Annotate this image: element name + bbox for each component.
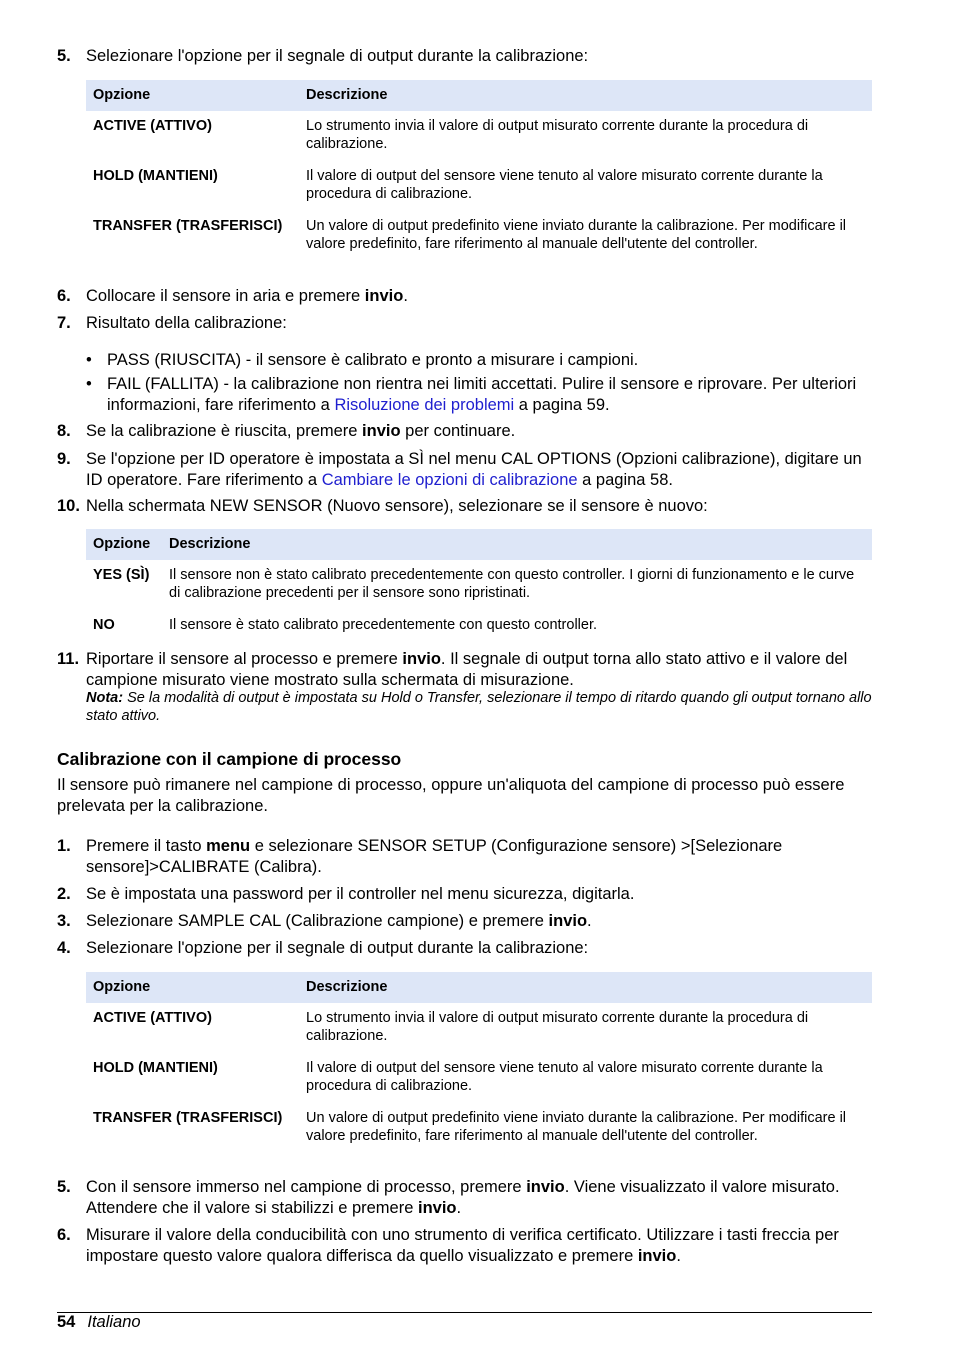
step-number: 8.	[57, 422, 71, 440]
step-number: 6.	[57, 287, 71, 305]
step-10	[57, 496, 872, 517]
text-run: Premere il tasto	[86, 837, 207, 855]
step-b-1	[57, 836, 872, 877]
header-option: Opzione	[86, 972, 299, 1003]
table-row	[86, 1103, 872, 1153]
key-name: invio	[362, 422, 401, 440]
step-text	[86, 1225, 872, 1266]
bullet-dot: •	[86, 351, 92, 369]
option-cell: ACTIVE (ATTIVO)	[93, 1010, 212, 1026]
header-description: Descrizione	[299, 80, 872, 111]
text-run: .	[587, 912, 592, 930]
text-run: Con il sensore immerso nel campione di processo, premere	[86, 1178, 527, 1196]
text-run: Riportare il sensore al processo e premere	[86, 650, 403, 668]
step-text	[86, 911, 872, 932]
bullet-pass	[86, 350, 872, 371]
bullet-dot: •	[86, 375, 92, 393]
note-label: Nota:	[86, 690, 124, 706]
text-run: e selezionare SENSOR SETUP (Configurazione sensore) >[Selezionare sensore]>CALIBRATE (Calibra).	[86, 837, 783, 876]
description-cell: Il sensore non è stato calibrato precedentemente con questo controller. I giorni di funzionamento e le curve di calibrazione precedenti per il sensore sono ripristinati.	[169, 567, 855, 601]
note-text: Se la modalità di output è impostata su Hold o Transfer, selezionare il tempo di ritardo quando gli output tornano allo stato attivo.	[86, 690, 872, 724]
step-text	[86, 449, 872, 490]
step-text	[86, 836, 872, 877]
step-text	[86, 286, 872, 307]
header-option: Opzione	[86, 529, 162, 560]
key-name: menu	[206, 837, 251, 855]
description-cell: Un valore di output predefinito viene inviato durante la calibrazione. Per modificare il valore predefinito, fare riferimento al manuale dell'utente del controller.	[306, 1110, 847, 1144]
step-text	[86, 421, 872, 442]
footer-language: Italiano	[87, 1313, 141, 1331]
text-run: .	[676, 1246, 681, 1265]
step-text: Nella schermata NEW SENSOR (Nuovo sensore), selezionare se il sensore è nuovo:	[86, 497, 708, 515]
step-6	[57, 286, 872, 307]
text-run: . Viene visualizzato il valore misurato. Attendere che il valore si stabilizzi e premere	[86, 1178, 840, 1217]
description-cell: Il sensore è stato calibrato precedentemente con questo controller.	[169, 617, 598, 633]
bullet-text	[107, 374, 872, 415]
text-run: Selezionare SAMPLE CAL (Calibrazione campione) e premere	[86, 912, 549, 930]
step-5	[57, 46, 872, 67]
step-9	[57, 449, 872, 490]
option-cell: HOLD (MANTIENI)	[93, 1060, 218, 1076]
step-text	[86, 649, 872, 690]
step-text: Risultato della calibrazione:	[86, 314, 287, 332]
step-number: 10.	[57, 497, 80, 515]
key-name: invio	[402, 650, 441, 668]
bullet-text: PASS (RIUSCITA) - il sensore è calibrato e pronto a misurare i campioni.	[107, 351, 639, 369]
step-number: 5.	[57, 1178, 71, 1196]
description-cell: Un valore di output predefinito viene inviato durante la calibrazione. Per modificare il valore predefinito, fare riferimento al manuale dell'utente del controller.	[306, 218, 847, 252]
step-b-5	[57, 1177, 872, 1218]
section-intro: Il sensore può rimanere nel campione di processo, oppure un'aliquota del campione di processo può essere prelevata per la calibrazione.	[57, 776, 845, 815]
option-cell: YES (SÌ)	[93, 567, 150, 583]
step-number: 4.	[57, 939, 71, 957]
key-name: invio	[364, 287, 404, 305]
table-header-row	[86, 529, 872, 560]
page-footer	[57, 1312, 141, 1333]
text-run: Se l'opzione per ID operatore è impostata a SÌ nel menu CAL OPTIONS (Opzioni calibrazione), digitare un ID operatore. Fare riferimento a	[86, 450, 862, 489]
step-number: 7.	[57, 314, 71, 332]
text-run: .	[456, 1198, 462, 1217]
text-run: a pagina 59.	[514, 395, 610, 414]
header-description: Descrizione	[299, 972, 872, 1003]
option-cell: ACTIVE (ATTIVO)	[93, 118, 212, 134]
table-row	[86, 1053, 872, 1103]
step-number: 1.	[57, 837, 71, 855]
text-run: per continuare.	[400, 422, 516, 440]
step-number: 11.	[57, 650, 80, 668]
calibration-options-link[interactable]: Cambiare le opzioni di calibrazione	[321, 470, 578, 489]
text-run: Misurare il valore della conducibilità con uno strumento di verifica certificato. Utilizzare i tasti freccia per impostare questo valore qualora differisca da quello visualizzato e premere	[86, 1226, 839, 1265]
header-option: Opzione	[86, 80, 299, 111]
option-cell: HOLD (MANTIENI)	[93, 168, 218, 184]
bullet-fail	[86, 374, 872, 415]
key-name: invio	[417, 1198, 457, 1217]
step-b-3	[57, 911, 872, 932]
step-11	[57, 649, 872, 690]
output-options-table-2	[86, 972, 872, 1153]
step-b-6	[57, 1225, 872, 1266]
step-text	[86, 1177, 872, 1218]
text-run: a pagina 58.	[577, 470, 673, 489]
option-cell: TRANSFER (TRASFERISCI)	[93, 218, 283, 234]
step-text: Selezionare l'opzione per il segnale di output durante la calibrazione:	[86, 939, 589, 957]
page-number: 54	[57, 1313, 76, 1331]
text-run: Collocare il sensore in aria e premere	[86, 287, 365, 305]
step-number: 3.	[57, 912, 71, 930]
troubleshooting-link[interactable]: Risoluzione dei problemi	[334, 395, 515, 414]
table-header-row	[86, 80, 872, 111]
table-row	[86, 610, 872, 642]
text-run: FAIL (FALLITA) - la calibrazione non rientra nei limiti accettati. Pulire il sensore e riprovare. Per ulteriori informazioni, fare riferimento a	[107, 375, 857, 414]
step-b-4	[57, 938, 872, 959]
option-cell: NO	[93, 617, 115, 633]
option-cell: TRANSFER (TRASFERISCI)	[93, 1110, 283, 1126]
step-text: Se è impostata una password per il controller nel menu sicurezza, digitarla.	[86, 885, 635, 903]
text-run: .	[403, 287, 408, 305]
description-cell: Lo strumento invia il valore di output misurato corrente durante la procedura di calibrazione.	[306, 118, 809, 152]
table-row	[86, 111, 872, 161]
text-run: Se la calibrazione è riuscita, premere	[86, 422, 363, 440]
new-sensor-table	[86, 529, 872, 642]
step-7	[57, 313, 872, 334]
section-title: Calibrazione con il campione di processo	[57, 749, 402, 769]
table-row	[86, 211, 872, 261]
step-b-2	[57, 884, 872, 905]
step-number: 5.	[57, 47, 71, 65]
step-number: 2.	[57, 885, 71, 903]
description-cell: Lo strumento invia il valore di output misurato corrente durante la procedura di calibrazione.	[306, 1010, 809, 1044]
step-number: 6.	[57, 1226, 71, 1244]
table-header-row	[86, 972, 872, 1003]
table-row	[86, 1003, 872, 1053]
text-run: . Il segnale di output torna allo stato attivo e il valore del campione misurato viene mostrato sulla schermata di misurazione.	[86, 650, 848, 689]
step-text: Selezionare l'opzione per il segnale di output durante la calibrazione:	[86, 47, 589, 65]
key-name: invio	[637, 1246, 677, 1265]
footer-divider	[57, 1312, 872, 1313]
output-options-table-1	[86, 80, 872, 261]
description-cell: Il valore di output del sensore viene tenuto al valore misurato corrente durante la procedura di calibrazione.	[306, 168, 823, 202]
step-8	[57, 421, 872, 442]
key-name: invio	[526, 1178, 565, 1196]
table-row	[86, 161, 872, 211]
key-name: invio	[548, 912, 588, 930]
header-description: Descrizione	[162, 529, 872, 560]
table-row	[86, 560, 872, 610]
description-cell: Il valore di output del sensore viene tenuto al valore misurato corrente durante la procedura di calibrazione.	[306, 1060, 823, 1094]
note	[86, 689, 872, 725]
step-number: 9.	[57, 450, 71, 468]
